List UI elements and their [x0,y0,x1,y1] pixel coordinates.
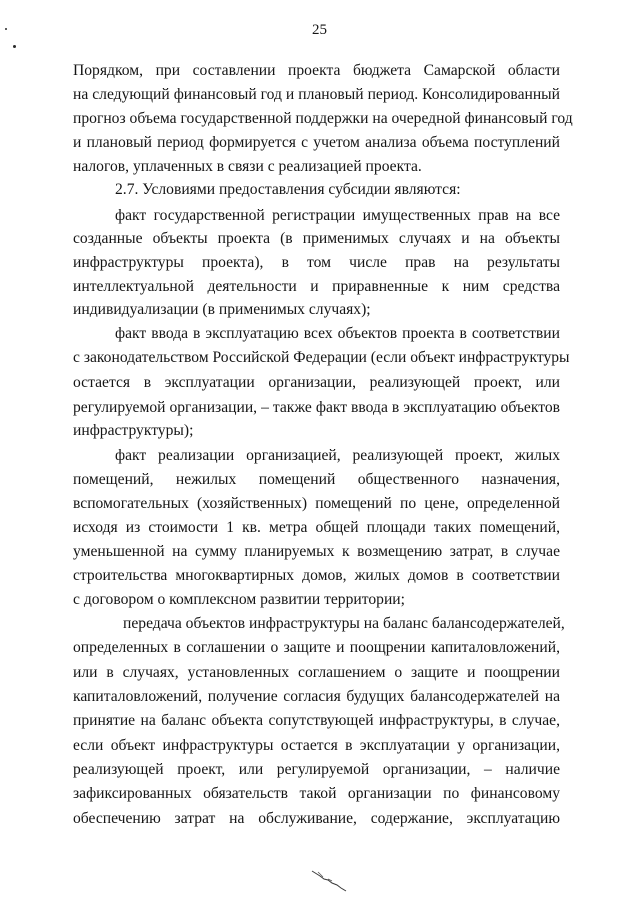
scan-scribble [310,868,350,894]
text-line: и плановый период формируется с учетом анализа объема поступлений [73,134,560,151]
text-line: капиталовложений, получение согласия будущих балансодержателей на [73,688,560,705]
text-line: факт государственной регистрации имущественных прав на все [115,207,560,224]
text-line: инфраструктуры); [73,422,194,439]
text-line: передача объектов инфраструктуры на баланс балансодержателей, [123,615,565,632]
text-line: зафиксированных обязательств такой организации по финансовому [73,785,560,802]
text-line: регулируемой организации, – также факт ввода в эксплуатацию объектов [73,399,560,416]
text-line: с договором о комплексном развитии территории; [73,591,405,608]
text-line: исходя из стоимости 1 кв. метра общей площади таких помещений, [73,519,560,536]
text-line: остается в эксплуатации организации, реализующей проект, или [73,374,560,391]
text-line: созданные объекты проекта (в применимых случаях и на объекты [73,230,560,247]
scan-speck [5,28,7,30]
text-line: Порядком, при составлении проекта бюджета Самарской области [73,62,560,79]
text-line: вспомогательных (хозяйственных) помещений по цене, определенной [73,495,560,512]
text-line: налогов, уплаченных в связи с реализацией проекта. [73,158,422,175]
text-line: прогноз объема государственной поддержки на очередной финансовый год [73,110,573,127]
text-line: интеллектуальной деятельности и приравненные к ним средства [73,278,560,295]
page-number: 25 [312,22,327,38]
text-line: инфраструктуры проекта), в том числе прав на результаты [73,254,560,271]
text-line: помещений, нежилых помещений общественного назначения, [73,471,560,488]
text-line: с законодательством Российской Федерации (если объект инфраструктуры [73,349,570,366]
text-line: индивидуализации (в применимых случаях); [73,301,371,318]
text-line: определенных в соглашении о защите и поощрении капиталовложений, [73,639,560,656]
text-line: уменьшенной на сумму планируемых к возмещению затрат, в случае [73,543,560,560]
text-line: на следующий финансовый год и плановый период. Консолидированный [73,86,560,103]
text-line: реализующей проект, или регулируемой организации, – наличие [73,761,560,778]
text-line: или в случаях, установленных соглашением о защите и поощрении [73,664,560,681]
text-line: принятие на баланс объекта сопутствующей инфраструктуры, в случае, [73,712,560,729]
text-line: строительства многоквартирных домов, жилых домов в соответствии [73,567,560,584]
text-line: если объект инфраструктуры остается в эксплуатации у организации, [73,737,560,754]
text-line: факт реализации организацией, реализующей проект, жилых [115,447,560,464]
text-line: обеспечению затрат на обслуживание, содержание, эксплуатацию [73,810,560,827]
scan-speck [13,45,16,48]
section-heading-line: 2.7. Условиями предоставления субсидии являются: [115,181,461,198]
text-line: факт ввода в эксплуатацию всех объектов проекта в соответствии [115,325,560,342]
